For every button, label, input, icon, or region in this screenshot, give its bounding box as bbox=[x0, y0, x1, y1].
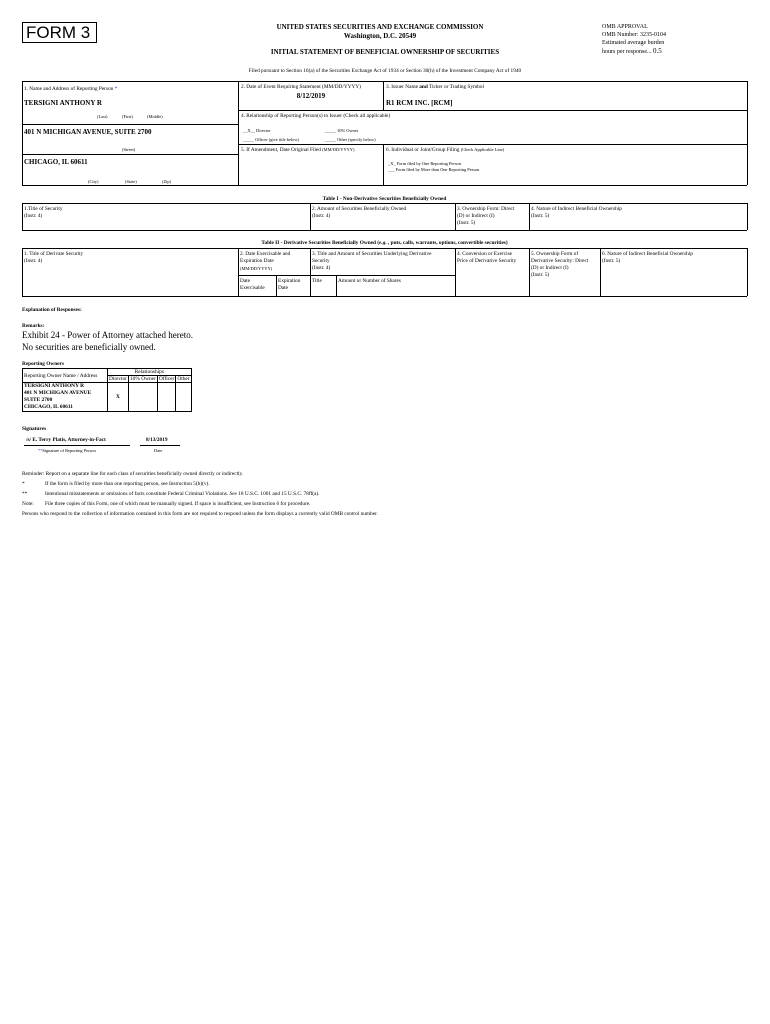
t2-col2-expiration: Expiration Date bbox=[278, 278, 301, 291]
box2-label: 2. Date of Event Requiring Statement (MM/DD/YYYY) bbox=[241, 84, 361, 90]
other-check: _____ Other (specify below) bbox=[325, 137, 376, 142]
t2-col3-amount: Amount or Number of Shares bbox=[338, 278, 401, 284]
omb-approval bbox=[602, 23, 666, 56]
grid-line bbox=[22, 203, 747, 204]
t2-col3-title: Title bbox=[312, 278, 322, 284]
grid-line bbox=[22, 248, 747, 249]
t2-col5: 5. Ownership Form of Derivative Security: Direct (D) or Indirect (I) (Instr. 5) bbox=[531, 251, 589, 278]
other-mark bbox=[176, 383, 191, 412]
grid-line bbox=[747, 203, 748, 230]
grid-line bbox=[22, 81, 23, 185]
grid-line bbox=[747, 248, 748, 296]
t2-col2: 2. Date Exercisable and Expiration Date (MM/DD/YYYY) bbox=[240, 251, 291, 271]
other-header: Other bbox=[177, 376, 190, 382]
table-row bbox=[23, 383, 192, 412]
event-date: 8/12/2019 bbox=[296, 92, 326, 100]
grid-line bbox=[455, 248, 456, 296]
grid-line bbox=[383, 144, 384, 185]
grid-line bbox=[22, 203, 23, 230]
date-label: Date bbox=[154, 448, 163, 453]
omb-hours-value: 0.5 bbox=[653, 47, 662, 55]
omb-burden: Estimated average burden bbox=[602, 40, 665, 46]
grid-line bbox=[747, 81, 748, 185]
owner-name-header: Reporting Owner Name / Address bbox=[23, 369, 108, 383]
state-label: (State) bbox=[125, 179, 137, 184]
issuer-name: R1 RCM INC. [RCM] bbox=[386, 99, 453, 107]
owner10-header: 10% Owner bbox=[129, 376, 156, 382]
form-title: FORM 3 bbox=[22, 22, 97, 43]
t1-col4: 4. Nature of Indirect Beneficial Ownership (Instr. 5) bbox=[531, 206, 622, 219]
owner-address: TERSIGNI ANTHONY R 401 N MICHIGAN AVENUE SUITE 2700 CHICAGO, IL 60611 bbox=[23, 383, 108, 412]
omb-number: OMB Number: 3235-0104 bbox=[602, 32, 666, 38]
grid-line bbox=[238, 275, 455, 276]
agency-location: Washington, D.C. 20549 bbox=[343, 32, 417, 40]
grid-line bbox=[22, 230, 747, 231]
grid-line bbox=[22, 248, 23, 296]
t2-col3: 3. Title and Amount of Securities Underlying Derivative Security (Instr. 4) bbox=[312, 251, 432, 271]
omb-hours bbox=[602, 47, 666, 56]
grid-line bbox=[310, 248, 311, 296]
box6-label: 6. Individual or Joint/Group Filing (Check Applicable Line) bbox=[386, 147, 505, 153]
t2-col1: 1. Title of Derivate Security (Instr. 4) bbox=[24, 251, 84, 264]
note-star-1: * bbox=[22, 481, 25, 487]
officer-header: Officer bbox=[158, 376, 175, 382]
owner10-check: _____ 10% Owner bbox=[325, 128, 359, 133]
note-1: If the form is filed by more than one reporting person, see Instruction 5(b)(v). bbox=[45, 481, 210, 487]
t2-col6: 6. Nature of Indirect Beneficial Ownership (Instr. 5) bbox=[602, 251, 693, 264]
director-mark: X bbox=[108, 383, 129, 412]
grid-line bbox=[22, 154, 238, 155]
signature-label: **Signature of Reporting Person bbox=[38, 448, 96, 453]
last-label: (Last) bbox=[97, 114, 108, 119]
signature-line bbox=[24, 445, 130, 446]
note-2: Intentional misstatements or omissions of facts constitute Federal Criminal Violations. See 18 U.S.C. 1001 and 15 U.S.C. 78ff(a). bbox=[45, 491, 320, 497]
grid-line bbox=[22, 124, 238, 125]
explanation-label: Explanation of Responses: bbox=[22, 307, 82, 313]
omb-title: OMB APPROVAL bbox=[602, 24, 648, 30]
grid-line bbox=[238, 248, 239, 296]
grid-line bbox=[529, 203, 530, 230]
middle-label: (Middle) bbox=[147, 114, 163, 119]
note-3: File three copies of this Form, one of which must be manually signed. If space is insufficient, see Instruction 6 for procedure. bbox=[45, 501, 311, 507]
grid-line bbox=[238, 81, 239, 185]
reminder-note: Reminder: Report on a separate line for each class of securities beneficially owned directly or indirectly. bbox=[22, 471, 244, 477]
remark-line-1: Exhibit 24 - Power of Attorney attached hereto. bbox=[22, 330, 193, 340]
director-check: __X__ Director bbox=[243, 128, 271, 133]
date-line bbox=[140, 445, 180, 446]
note-label: Note: bbox=[22, 501, 34, 507]
zip-label: (Zip) bbox=[162, 179, 172, 184]
box4-label: 4. Relationship of Reporting Person(s) to Issuer (Check all applicable) bbox=[241, 113, 391, 119]
owner10-mark bbox=[128, 383, 157, 412]
box5-label: 5. If Amendment, Date Original Filed (MM/DD/YYYY) bbox=[241, 147, 355, 153]
first-label: (First) bbox=[122, 114, 133, 119]
grid-line bbox=[22, 296, 747, 297]
grid-line bbox=[238, 144, 747, 145]
omb-control-note: Persons who respond to the collection of information contained in this form are not required to respond unless the form displays a currently valid OMB control number. bbox=[22, 511, 378, 517]
grid-line bbox=[336, 275, 337, 296]
grid-line bbox=[22, 81, 747, 82]
reporting-owners-table bbox=[22, 368, 192, 412]
t1-col2: 2. Amount of Securities Beneficially Owned (Instr. 4) bbox=[312, 206, 407, 219]
signature-date: 8/13/2019 bbox=[146, 437, 168, 443]
box1-label: 1. Name and Address of Reporting Person * bbox=[24, 86, 118, 92]
grid-line bbox=[238, 110, 747, 111]
officer-check: _____ Officer (give title below) bbox=[243, 137, 300, 142]
grid-line bbox=[455, 203, 456, 230]
grid-line bbox=[310, 203, 311, 230]
grid-line bbox=[529, 248, 530, 296]
remark-line-2: No securities are beneficially owned. bbox=[22, 342, 156, 352]
table1-title: Table I - Non-Derivative Securities Beneficially Owned bbox=[322, 196, 447, 202]
street-address: 401 N MICHIGAN AVENUE, SUITE 2700 bbox=[24, 128, 152, 136]
remarks-label: Remarks: bbox=[22, 323, 45, 329]
omb-hours-label: hours per response... bbox=[602, 49, 652, 55]
box3-label: 3. Issuer Name and Ticker or Trading Symbol bbox=[386, 84, 485, 90]
filed-pursuant: Filed pursuant to Section 16(a) of the Securities Exchange Act of 1934 or Section 30(h) of the Investment Company Act of 1940 bbox=[248, 68, 522, 74]
agency-name: UNITED STATES SECURITIES AND EXCHANGE COMMISSION bbox=[276, 23, 484, 31]
table2-title: Table II - Derivative Securities Beneficially Owned (e.g. , puts, calls, warrants, options, convertible securities) bbox=[261, 240, 508, 246]
t2-col2-date-exercisable: Date Exercisable bbox=[240, 278, 265, 291]
t1-col3: 3. Ownership Form: Direct (D) or Indirect (I) (Instr. 5) bbox=[457, 206, 515, 226]
city-line: CHICAGO, IL 60611 bbox=[24, 158, 88, 166]
signer-name: /s/ E. Terry Platis, Attorney-in-Fact bbox=[26, 437, 106, 443]
officer-mark bbox=[157, 383, 175, 412]
statement-title: INITIAL STATEMENT OF BENEFICIAL OWNERSHIP OF SECURITIES bbox=[270, 48, 500, 56]
grid-line bbox=[22, 185, 747, 186]
t1-col1: 1.Title of Security (Instr. 4) bbox=[24, 206, 63, 219]
reporting-person-name: TERSIGNI ANTHONY R bbox=[24, 99, 102, 107]
grid-line bbox=[600, 248, 601, 296]
street-label: (Street) bbox=[122, 147, 136, 152]
grid-line bbox=[276, 275, 277, 296]
footnote-mark[interactable]: * bbox=[114, 86, 118, 92]
signatures-title: Signatures bbox=[22, 426, 47, 432]
relationships-header: Relationships bbox=[108, 369, 192, 376]
city-label: (City) bbox=[88, 179, 99, 184]
director-header: Director bbox=[109, 376, 127, 382]
grid-line bbox=[383, 81, 384, 110]
filing-one: _X_ Form filed by One Reporting Person bbox=[388, 161, 461, 166]
signature-footnote-mark[interactable]: ** bbox=[38, 448, 43, 453]
reporting-owners-title: Reporting Owners bbox=[22, 361, 64, 367]
note-star-2: ** bbox=[22, 491, 28, 497]
t2-col4: 4. Conversion or Exercise Price of Derivative Security bbox=[457, 251, 517, 264]
filing-more: ___ Form filed by More than One Reporting Person bbox=[388, 167, 480, 172]
